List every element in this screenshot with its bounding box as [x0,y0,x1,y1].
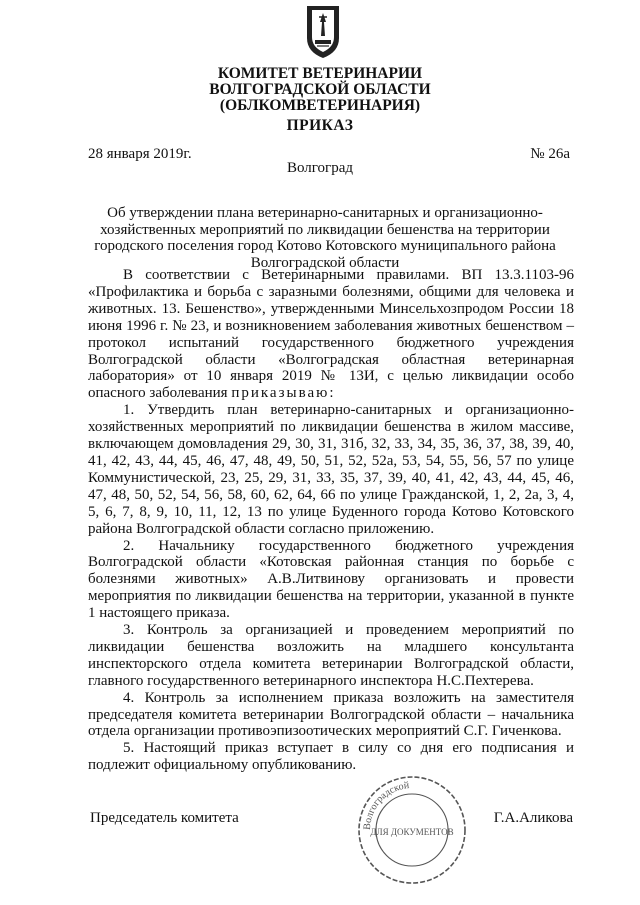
intro-text: В соответствии с Ветеринарными правилами. ВП 13.3.1103-96 «Профилактика и борьба с заразными болезнями, общими для человека и животных. 13. Бешенство», утвержденными Минсельхозпродом России 18 июня 1996 г. № 23, и возникновением заболевания животных бешенством – протокол испытаний государственного бюджетного учреждения Волгоградской области «Волгоградская областная ветеринарная лаборатория» от 10 января 2019 № 13И, с целью ликвидации особо опасного заболевания [88,267,574,402]
stamp-inner-text: ДЛЯ ДОКУМЕНТОВ [370,827,454,837]
official-stamp [356,774,468,886]
order-word: приказываю: [231,385,336,402]
document-subject [80,205,570,271]
signatory-position: Председатель комитета [90,810,239,826]
org-name-line3: (ОБЛКОМВЕТЕРИНАРИЯ) [219,97,421,114]
document-city: Волгоград [286,160,353,176]
org-name-line1: КОМИТЕТ ВЕТЕРИНАРИИ [217,65,423,82]
document-body [88,267,574,774]
document-title: ПРИКАЗ [286,117,354,134]
document-number: № 26а [530,146,570,162]
order-item-2: 2. Начальнику государственного бюджетного учреждения Волгоградской области «Котовская районная станция по борьбе с болезнями животных» А.В.Литвинову организовать и провести мероприятия по ликвидации бешенства на территории, указанной в пункте 1 настоящего приказа. [88,537,574,622]
order-item-3: 3. Контроль за организацией и проведением мероприятий по ликвидации бешенства возложить на младшего консультанта инспекторского отдела комитета ветеринарии Волгоградской области, главного государственного ветеринарного инспектора Н.С.Пехтерева. [88,622,574,689]
order-item-4: 4. Контроль за исполнением приказа возложить на заместителя председателя комитета ветеринарии Волгоградской области – начальника отдела организации противоэпизоотических мероприятий С.Г. Гиченкова. [88,689,574,740]
subject-line: хозяйственных мероприятий по ликвидации бешенства на территории [100,221,550,238]
order-item-5: 5. Настоящий приказ вступает в силу со дня его подписания и подлежит официальному опубликованию. [88,740,574,774]
signatory-name: Г.А.Аликова [493,810,573,826]
subject-line: городского поселения город Котово Котовского муниципального района [94,238,556,255]
subject-line: Волгоградской области [250,254,400,271]
coat-of-arms-emblem [304,4,342,60]
stamp-outer-text: Волгоградской [361,780,410,831]
subject-line: Об утверждении плана ветеринарно-санитарных и организационно- [107,205,543,221]
document-date: 28 января 2019г. [88,146,192,162]
org-name-line2: ВОЛГОГРАДСКОЙ ОБЛАСТИ [209,81,431,98]
intro-paragraph [88,267,574,402]
order-item-1: 1. Утвердить план ветеринарно-санитарных и организационно-хозяйственных мероприятий по ликвидации бешенства в жилом массиве, включающем домовладения 29, 30, 31, 31б, 32, 33, 34, 35, 36, 37, 38, 39, 40, 41, 42, 43, 44, 45, 46, 47, 48, 49, 50, 51, 52, 52а, 53, 54, 55, 56, 57 по улице Коммунистической, 23, 25, 29, 31, 33, 35, 37, 39, 40, 41, 42, 43, 44, 45, 46, 47, 48, 50, 52, 54, 56, 58, 60, 62, 64, 66 по улице Гражданской, 1, 2, 2а, 3, 4, 5, 6, 7, 8, 9, 10, 11, 12, 13 по улице Буденного города Котово Котовского района Волгоградской области согласно приложению. [88,402,574,537]
